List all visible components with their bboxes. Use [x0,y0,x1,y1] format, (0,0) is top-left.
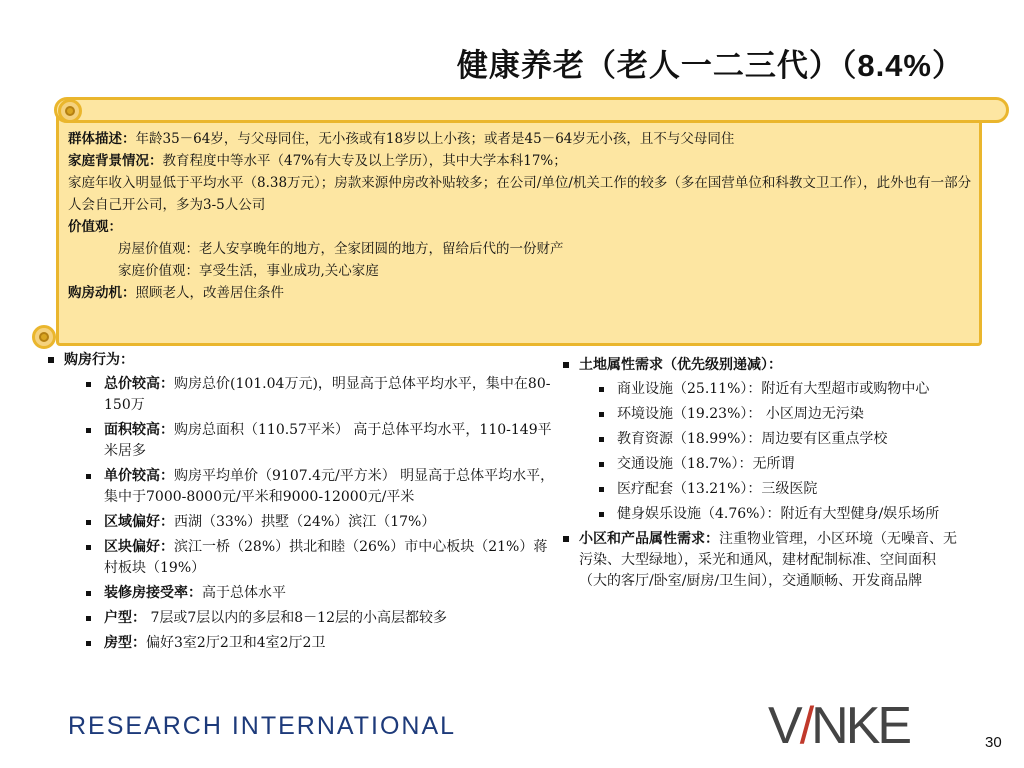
land-needs-heading: 土地属性需求（优先级别递减）： [561,355,961,376]
list-item: 交通设施（18.7%）：无所谓 [561,454,961,475]
research-international-logo: RESEARCH INTERNATIONAL [68,712,457,740]
purchase-behavior-list [46,350,558,658]
page-number: 30 [985,734,1002,751]
list-item: 医疗配套（13.21%）：三级医院 [561,479,961,500]
list-item: 教育资源（18.99%）：周边要有区重点学校 [561,429,961,450]
group-description: 群体描述：年龄35－64岁，与父母同住，无小孩或有18岁以上小孩；或者是45－64岁无小孩，且不与父母同住 [68,131,735,147]
slide-title [264,40,964,85]
list-item: 房型：偏好3室2厅2卫和4室2厅2卫 [46,633,558,654]
list-item: 装修房接受率：高于总体水平 [46,583,558,604]
list-item: 单价较高：购房平均单价（9107.4元/平方米） 明显高于总体平均水平，集中于7000-8000元/平米和9000-12000元/平米 [46,466,558,508]
title-percent: 8.4% [857,48,932,83]
family-income: 家庭年收入明显低于平均水平（8.38万元）；房款来源仲房改补贴较多；在公司/单位/机关工作的较多（多在国营单位和科教文卫工作），此外也有一部分人会自己开公司，多为3-5人公司 [68,175,972,213]
list-item: 环境设施（19.23%）： 小区周边无污染 [561,404,961,425]
persona-description [68,128,973,304]
housing-values: 房屋价值观：老人安享晚年的地方，全家团圆的地方，留给后代的一份财产 [118,241,564,257]
list-item: 商业设施（25.11%）：附近有大型超市或购物中心 [561,379,961,400]
list-item: 面积较高：购房总面积（110.57平米） 高于总体平均水平，110-149平米居多 [46,420,558,462]
list-item: 总价较高：购房总价(101.04万元)，明显高于总体平均水平，集中在80-150万 [46,374,558,416]
list-item: 健身娱乐设施（4.76%）：附近有大型健身/娱乐场所 [561,504,961,525]
list-item: 区域偏好：西湖（33%）拱墅（24%）滨江（17%） [46,512,558,533]
product-needs: 小区和产品属性需求：注重物业管理，小区环境（无噪音、无污染、大型绿地），采光和通风，建材配制标准、空间面积（大的客厅/卧室/厨房/卫生间），交通顺畅、开发商品牌 [561,529,961,592]
purchase-behavior-heading: 购房行为： [46,350,558,371]
family-values: 家庭价值观：享受生活，事业成功,关心家庭 [118,263,379,279]
title-main: 健康养老（老人一二三代）（ [456,48,858,84]
list-item: 户型： 7层或7层以内的多层和8－12层的小高层都较多 [46,608,558,629]
title-close: ） [932,48,964,84]
scroll-top-roll [54,97,1009,123]
purchase-motive: 购房动机：照顾老人，改善居住条件 [68,285,284,301]
family-background: 家庭背景情况：教育程度中等水平（47%有大专及以上学历），其中大学本科17%； [68,153,567,169]
scroll-curl-top-icon [58,99,82,123]
vanke-logo: V/NKE [768,697,910,755]
values-heading: 价值观： [68,219,122,235]
list-item: 区块偏好：滨江一桥（28%）拱北和睦（26%）市中心板块（21%）蒋村板块（19%） [46,537,558,579]
land-needs-list [561,355,961,595]
scroll-curl-bottom-icon [32,325,56,349]
